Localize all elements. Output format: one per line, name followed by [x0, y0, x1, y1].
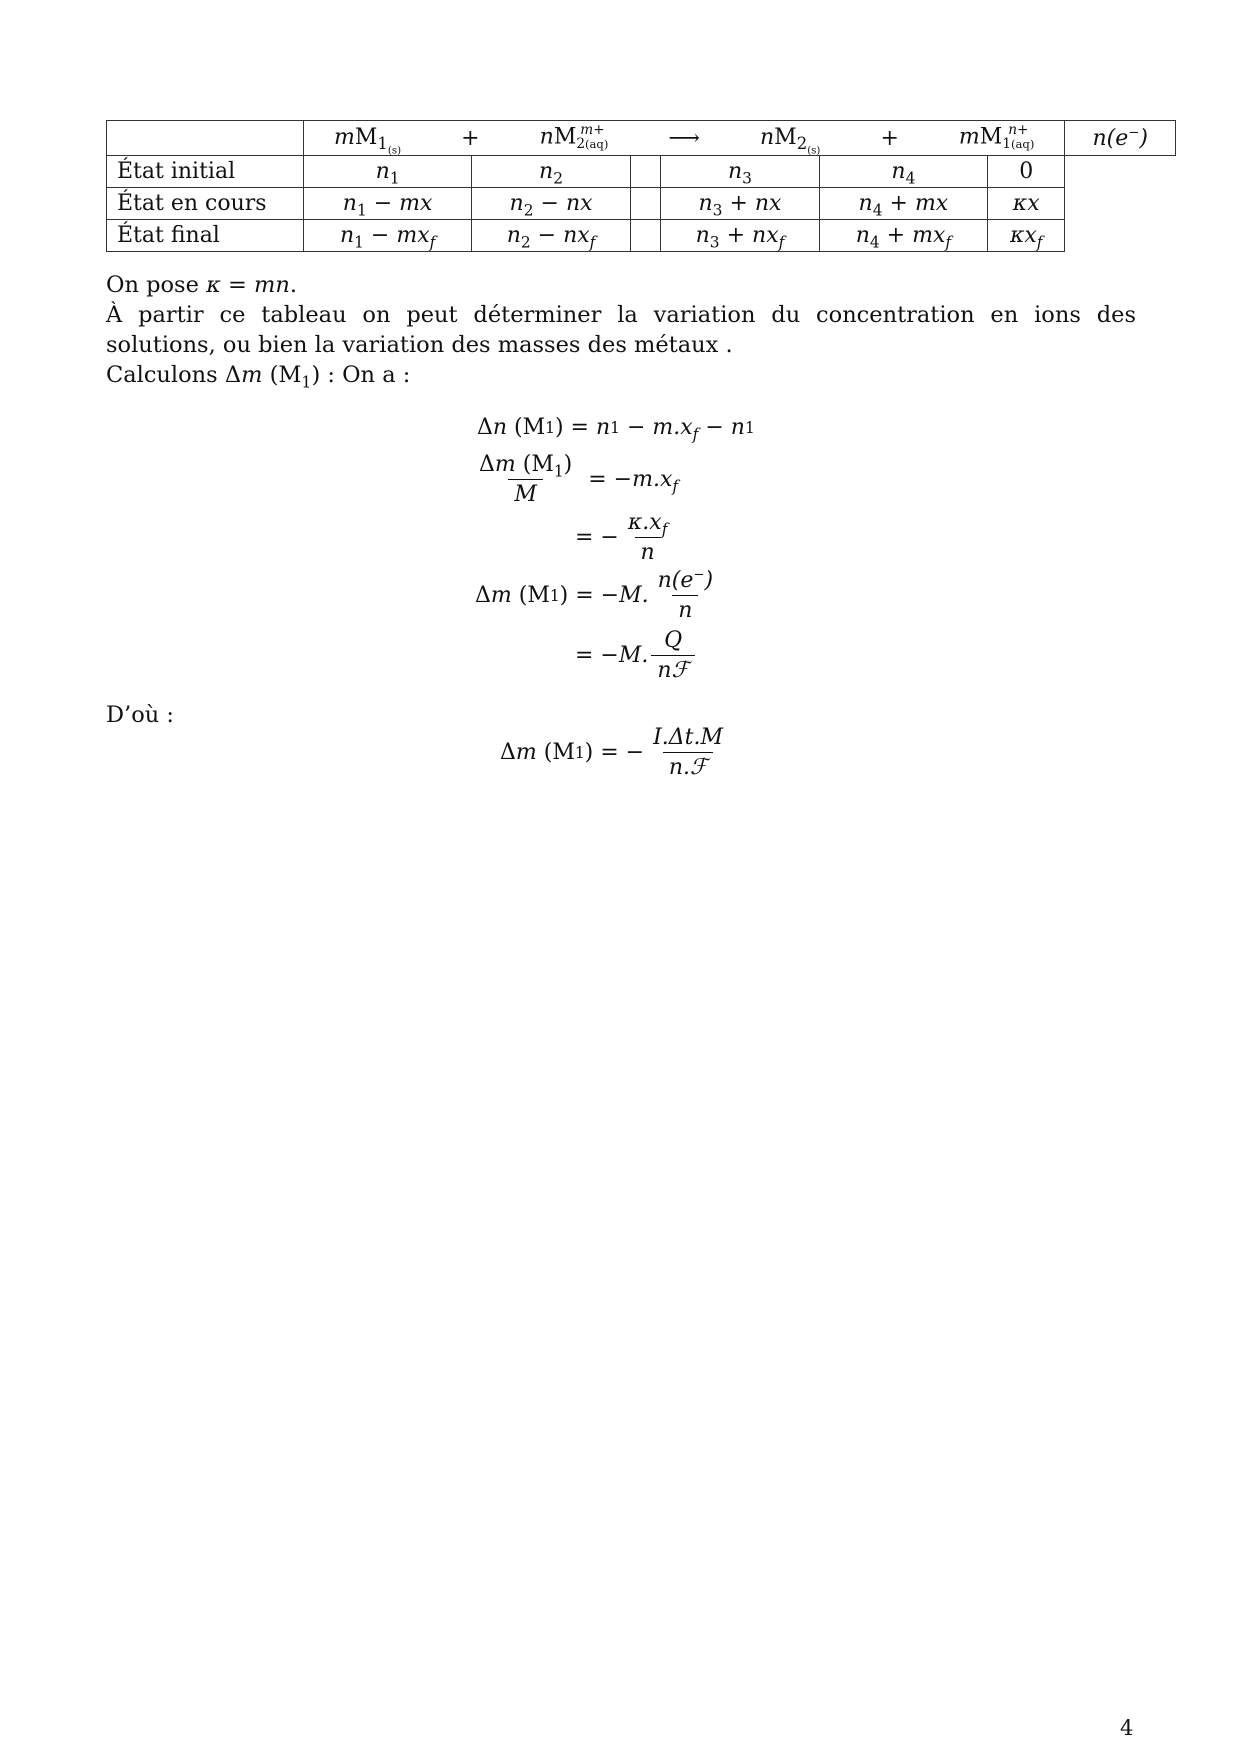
reactant-m2-ion: nM m+ 2(aq): [539, 122, 609, 152]
product-m1-ion: mM n+ 1(aq): [958, 122, 1035, 152]
calculons-line: Calculons Δm $(M_1)$ : On a :: [106, 362, 411, 392]
reaction-equation-cell: [304, 121, 1065, 156]
pose-line: On pose κ = mn.: [106, 272, 297, 298]
table-cell: $n_1$ − mx: [304, 188, 472, 220]
electron-column-header: n(e−): [1065, 121, 1176, 156]
reactant-m1-solid: $mM_{1_{(s)}}$: [334, 124, 402, 157]
table-cell: $n_2 - nx_f$: [472, 220, 631, 252]
equation-mass-ratio: $\frac{\Delta m (M_1)}{M}$ = − $m.x_f$: [479, 452, 679, 507]
table-cell: $n_4 + mx_f$: [819, 220, 987, 252]
equation-charge: = − M. $\frac{Q}{\text{nℱ}}$: [575, 628, 698, 683]
table-cell: $n_3$ + nx: [661, 188, 820, 220]
table-row: [107, 156, 1176, 188]
equation-kappa: = − $\frac{\kappa.x_f}{n}$: [575, 510, 668, 565]
table-cell: $n_3 + nx_f$: [661, 220, 820, 252]
dou-line: D’où :: [106, 702, 174, 728]
product-m2-solid: $nM_{2_{(s)}}$: [759, 124, 821, 157]
reaction-arrow: ⟶: [668, 125, 700, 151]
table-cell: $n_1 - mx_f$: [304, 220, 472, 252]
row-label: État initial: [107, 156, 304, 188]
page-number: 4: [1120, 1716, 1134, 1740]
table-cell: $n_2$ − nx: [472, 188, 631, 220]
equation-delta-n: Δ n (M 1 ) = n 1 − $m.x_f$ − n 1: [477, 415, 755, 444]
equation-final: Δ m (M 1 ) = − $\frac{I.\Delta t.M}{\text{n.ℱ}}$: [500, 725, 724, 780]
table-cell: $n_2$: [472, 156, 631, 188]
table-cell: $n_4$ + mx: [819, 188, 987, 220]
table-cell: $n_3$: [661, 156, 820, 188]
table-cell: [630, 156, 660, 188]
plus-sign: +: [880, 125, 899, 151]
row-label: État en cours: [107, 188, 304, 220]
table-cell: [630, 220, 660, 252]
table-cell: $\kappa x_f$: [988, 220, 1065, 252]
table-row: [107, 188, 1176, 220]
header-empty-cell: [107, 121, 304, 156]
intro-paragraph: À partir ce tableau on peut déterminer la variation du concentration en ions des solutions, ou bien la variation des masses des métaux .: [106, 302, 1136, 358]
row-label: État final: [107, 220, 304, 252]
table-cell: 0: [988, 156, 1065, 188]
table-cell: [630, 188, 660, 220]
equation-electrons: Δ m (M 1 ) = − M. $\frac{n(e^-)}{n}$: [475, 567, 714, 623]
advancement-table: [106, 120, 1176, 252]
table-row: [107, 220, 1176, 252]
table-cell: $n_4$: [819, 156, 987, 188]
table-cell: $n_1$: [304, 156, 472, 188]
plus-sign: +: [461, 125, 480, 151]
table-cell: κx: [988, 188, 1065, 220]
table-header-row: [107, 121, 1176, 156]
